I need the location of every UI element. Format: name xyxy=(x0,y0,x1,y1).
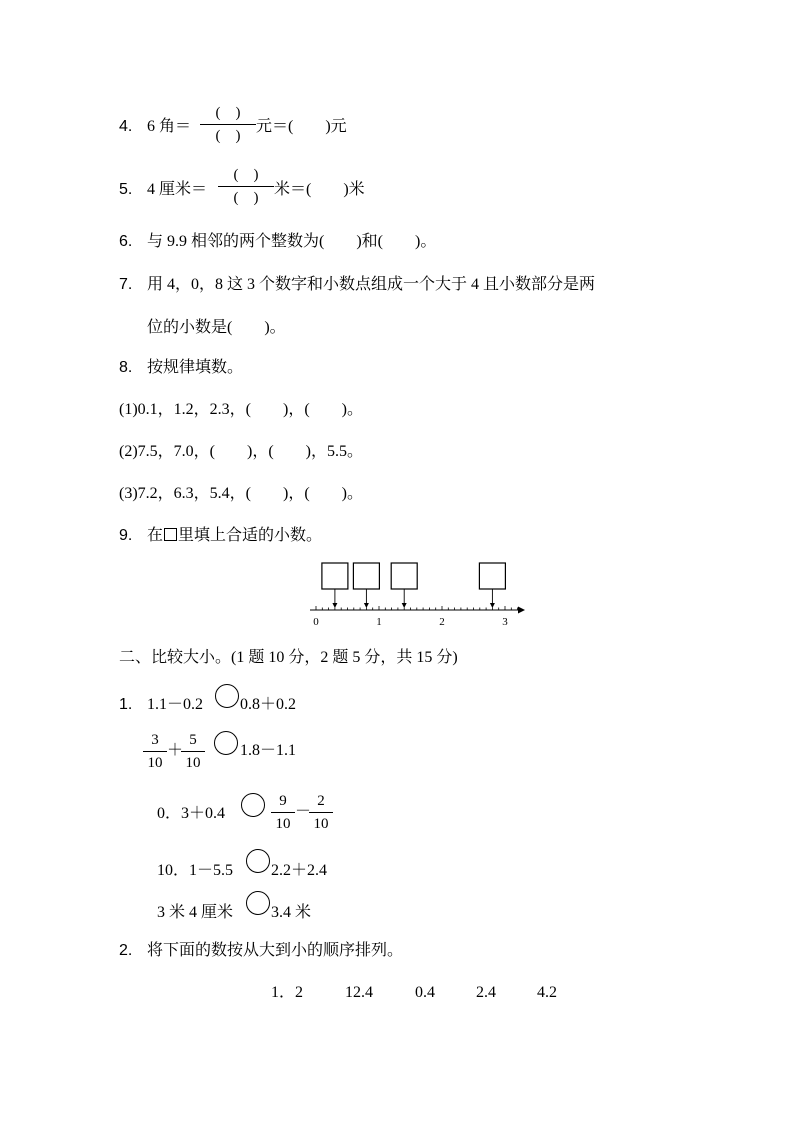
q9-post: 里填上合适的小数。 xyxy=(178,527,323,544)
compare-circle[interactable] xyxy=(215,684,239,708)
c1-row3-fraction-1 xyxy=(271,792,295,833)
fraction-bar xyxy=(181,751,205,752)
number-line-label-1: 1 xyxy=(376,616,382,628)
compare-circle[interactable] xyxy=(246,849,270,873)
q8-item-1[interactable]: (1)0.1，1.2，2.3，( )，( )。 xyxy=(119,401,363,418)
q7-line1: 用 4，0，8 这 3 个数字和小数点组成一个大于 4 且小数部分是两 xyxy=(147,276,596,293)
q7-line2[interactable]: 位的小数是( )。 xyxy=(147,319,286,336)
q5-number: 5. xyxy=(119,181,133,198)
fraction-bar xyxy=(309,812,333,813)
q5-fraction xyxy=(218,166,274,207)
answer-box-1[interactable] xyxy=(322,563,348,589)
q4-prefix: 6 角＝ xyxy=(147,118,192,135)
compare-circle[interactable] xyxy=(214,731,238,755)
q4-fraction-bar xyxy=(200,124,256,125)
section-2-title: 二、比较大小。(1 题 10 分，2 题 5 分，共 15 分) xyxy=(119,649,458,666)
c1-row2-f1-denominator: 10 xyxy=(147,755,163,771)
q6-text[interactable]: 与 9.9 相邻的两个整数为( )和( )。 xyxy=(147,233,437,250)
c1-row3-f2-numerator: 2 xyxy=(317,793,325,809)
c2-number-5: 4.2 xyxy=(537,984,557,1001)
c1-row3-left: 0．3＋0.4 xyxy=(157,805,226,822)
c1-row4-right: 2.2＋2.4 xyxy=(271,862,328,879)
arrowhead-icon xyxy=(402,603,407,608)
number-line-arrowhead xyxy=(518,607,525,614)
c1-row1-left: 1.1－0.2 xyxy=(147,696,204,713)
q9-instruction xyxy=(147,526,322,546)
q4-fraction-denominator[interactable]: ( ) xyxy=(215,128,241,144)
c1-row2-f2-denominator: 10 xyxy=(185,755,201,771)
c1-row2-f2-numerator: 5 xyxy=(189,732,197,748)
q8-text: 按规律填数。 xyxy=(147,359,244,376)
number-line-label-2: 2 xyxy=(439,616,445,628)
c1-row3-f1-numerator: 9 xyxy=(279,793,287,809)
c2-text: 将下面的数按从大到小的顺序排列。 xyxy=(147,942,404,959)
fraction-bar xyxy=(271,812,295,813)
c1-row1-right: 0.8＋0.2 xyxy=(240,696,297,713)
c1-number: 1. xyxy=(119,696,133,713)
q8-number: 8. xyxy=(119,359,133,376)
c2-number-3: 0.4 xyxy=(415,984,435,1001)
arrowhead-icon xyxy=(490,603,495,608)
q5-fraction-numerator[interactable]: ( ) xyxy=(233,167,259,183)
arrowhead-icon xyxy=(364,603,369,608)
fraction-bar xyxy=(143,751,167,752)
q4-fraction-numerator[interactable]: ( ) xyxy=(215,105,241,121)
q9-number: 9. xyxy=(119,527,133,544)
c1-row3-fraction-2 xyxy=(309,792,333,833)
number-line-label-3: 3 xyxy=(502,616,508,628)
q5-fraction-denominator[interactable]: ( ) xyxy=(233,190,259,206)
answer-box-3[interactable] xyxy=(391,563,417,589)
c1-row2-f1-numerator: 3 xyxy=(151,732,159,748)
answer-box-2[interactable] xyxy=(353,563,379,589)
square-icon xyxy=(164,528,177,541)
answer-box-4[interactable] xyxy=(479,563,505,589)
c1-row2-right: 1.8－1.1 xyxy=(240,742,297,759)
c1-row3-minus: － xyxy=(295,803,312,820)
q5-suffix[interactable]: 米＝( )米 xyxy=(274,181,365,198)
c2-number-2: 12.4 xyxy=(345,984,373,1001)
c1-row3-f1-denominator: 10 xyxy=(275,816,291,832)
q4-suffix[interactable]: 元＝( )元 xyxy=(256,118,347,135)
c1-row5-right: 3.4 米 xyxy=(271,904,312,921)
q5-fraction-bar xyxy=(218,186,274,187)
q9-pre: 在 xyxy=(147,527,164,544)
c1-row5-left: 3 米 4 厘米 xyxy=(157,904,234,921)
compare-circle[interactable] xyxy=(246,891,270,915)
q5-prefix: 4 厘米＝ xyxy=(147,181,208,198)
q6-number: 6. xyxy=(119,233,133,250)
c1-row2-fraction-2 xyxy=(181,731,205,772)
c2-number-4: 2.4 xyxy=(476,984,496,1001)
c2-number-1: 1．2 xyxy=(271,984,304,1001)
q4-fraction xyxy=(200,104,256,145)
q8-item-3[interactable]: (3)7.2，6.3，5.4，( )，( )。 xyxy=(119,485,363,502)
number-line-label-0: 0 xyxy=(313,616,319,628)
q4-number: 4. xyxy=(119,118,133,135)
compare-circle[interactable] xyxy=(241,793,265,817)
c1-row3-f2-denominator: 10 xyxy=(313,816,329,832)
q8-item-2[interactable]: (2)7.5，7.0，( )，( )，5.5。 xyxy=(119,443,363,460)
q7-number: 7. xyxy=(119,276,133,293)
c1-row2-plus: ＋ xyxy=(167,742,184,759)
number-line xyxy=(300,555,530,630)
c1-row2-fraction-1 xyxy=(143,731,167,772)
c2-number: 2. xyxy=(119,942,133,959)
arrowhead-icon xyxy=(332,603,337,608)
c1-row4-left: 10．1－5.5 xyxy=(157,862,234,879)
